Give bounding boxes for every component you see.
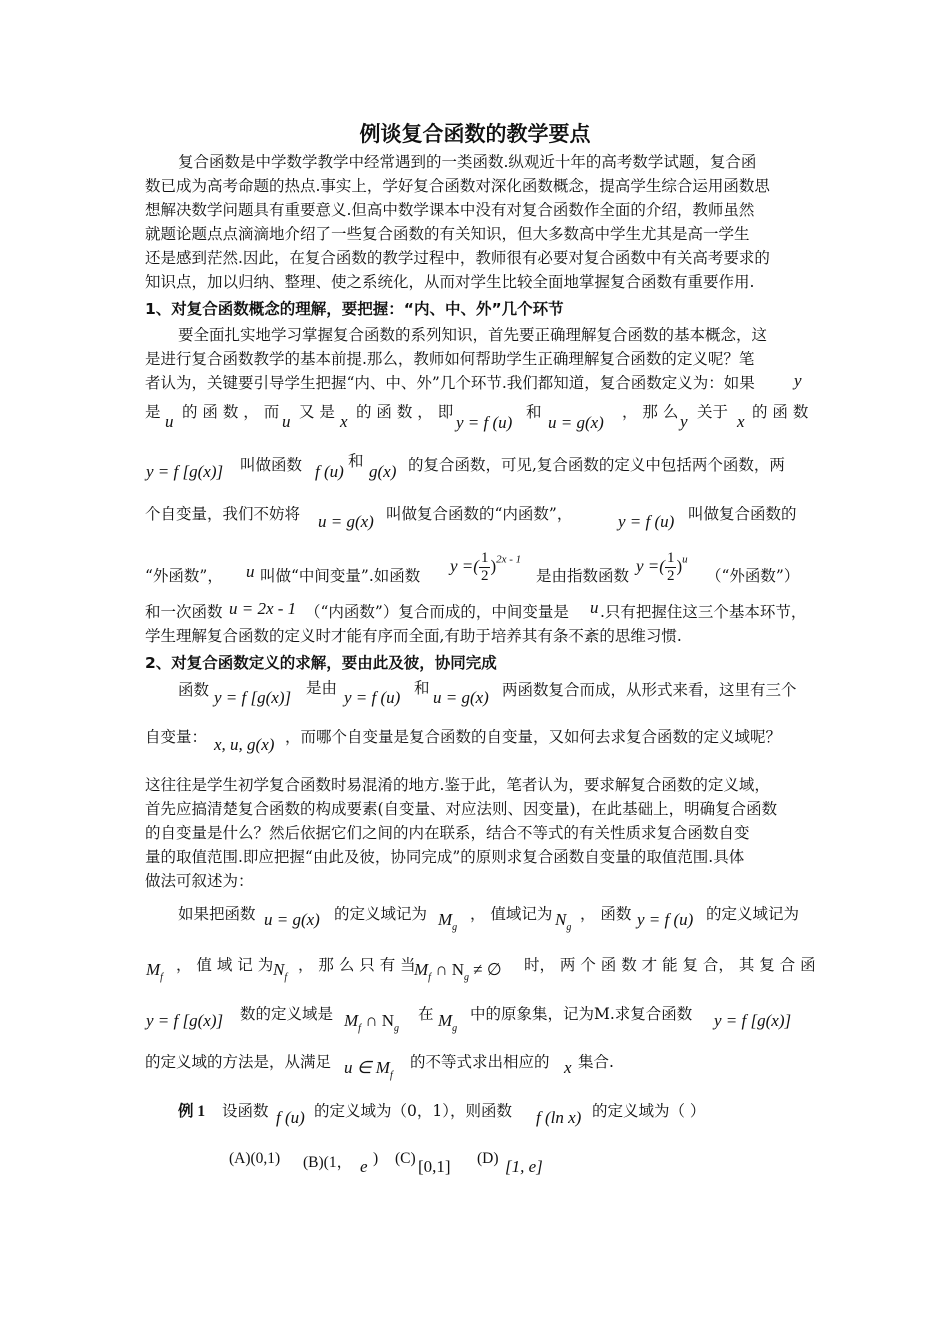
intro-line-2: 数已成为高考命题的热点.事实上，学好复合函数对深化函数概念，提高学生综合运用函数思 — [145, 177, 770, 195]
s2-line-3: 的自变量是什么？然后依据它们之间的内在联系，结合不等式的有关性质求复合函数自变 — [145, 824, 750, 842]
s1-row8-t3: .只有把握住这三个基本环节， — [600, 603, 807, 621]
s2-line-5: 做法可叙述为： — [145, 872, 254, 890]
math-Mg: $M_g$ — [438, 1011, 458, 1034]
option-c: (C) — [395, 1150, 416, 1167]
math-outer-function: y =( $\frac{1}{2}$ )$^u$ — [636, 550, 688, 584]
math-u: u — [246, 562, 255, 581]
s2-rowB-t2: ， 那 么 只 有 当 — [298, 956, 416, 974]
example-label: 例 1 — [178, 1103, 206, 1120]
s1-row9: 学生理解复合函数的定义时才能有序而全面,有助于培养其有条不紊的思维习惯. — [145, 627, 682, 645]
s1-row7-t4: （“外函数”） — [706, 567, 800, 585]
math-y-eq-fu: y = f (u) — [618, 512, 675, 531]
math-u: u — [282, 412, 291, 431]
math-y-eq-fgx: y = f [g(x)] — [714, 1011, 792, 1030]
s2-row1-t1: 函数 — [178, 681, 210, 699]
math-y-eq-fu: y = f (u) — [637, 910, 694, 929]
math-x: x — [737, 412, 745, 431]
math-domain: $M_f$ ∩ $N_g$ — [344, 1011, 400, 1034]
math-x: x — [340, 412, 348, 431]
s2-rowD-t3: 集合. — [578, 1053, 614, 1071]
example-t1: 设函数 — [222, 1102, 269, 1120]
s2-rowB-t1: ， 值 域 记 为 — [176, 956, 274, 974]
math-u-eq-gx: u = g(x) — [264, 910, 320, 929]
s2-rowA-t5: 的定义域记为 — [706, 905, 800, 923]
s1-row4-t4: 的 函 数 ， 即 — [356, 403, 454, 421]
math-u: u — [590, 598, 599, 617]
s2-line-1: 这往往是学生初学复合函数时易混淆的地方.鉴于此，笔者认为，要求解复合函数的定义域， — [145, 776, 770, 794]
math-fu: f (u) — [315, 462, 344, 481]
math-y-eq-fu: y = f (u) — [344, 688, 401, 707]
option-b-close: ) — [373, 1150, 379, 1167]
s1-row4-t5: 和 — [526, 403, 542, 421]
s1-row6-t2: 叫做复合函数的“内函数”， — [386, 505, 573, 523]
section-1-line-2: 是进行复合函数教学的基本前提.那么，教师如何帮助学生正确理解复合函数的定义呢？笔 — [145, 350, 755, 368]
section-1-line-3: 者认为，关键要引导学生把握“内、中、外”几个环节.我们都知道，复合函数定义为：如果 — [145, 374, 755, 392]
math-u-eq-gx: u = g(x) — [318, 512, 374, 531]
s1-row4-t7: 关于 — [697, 403, 729, 421]
example-t3: 的定义域为（ ） — [592, 1102, 706, 1120]
s2-line-2: 首先应搞清楚复合函数的构成要素(自变量、对应法则、因变量)，在此基础上，明确复合函数 — [145, 800, 778, 818]
math-y: y — [680, 412, 688, 431]
s1-row7-t3: 是由指数函数 — [536, 567, 630, 585]
s2-rowD-t1: 的定义域的方法是，从满足 — [145, 1053, 332, 1071]
math-Nf: $N_f$ — [273, 960, 288, 983]
s1-row7-t2: 叫做“中间变量”.如函数 — [260, 567, 421, 585]
intro-line-4: 就题论题点点滴滴地介绍了一些复合函数的有关知识，但大多数高中学生尤其是高一学生 — [145, 225, 750, 243]
s1-row4-t1: 是 — [145, 403, 161, 421]
math-u-eq-gx: u = g(x) — [433, 688, 489, 707]
s1-row8-t2: （“内函数”）复合而成的，中间变量是 — [305, 603, 569, 621]
s1-row5-t1: 叫做函数 — [240, 456, 303, 474]
s1-row7-t1: “外函数”， — [145, 567, 223, 585]
math-y-eq-fgx: y = f [g(x)] — [146, 1011, 224, 1030]
s2-rowC-t1: 数的定义域是 — [240, 1005, 334, 1023]
option-b: (B)(1， — [303, 1154, 353, 1171]
math-exponential-function: y =( $\frac{1}{2}$ )$^{2x - 1}$ — [450, 550, 522, 584]
math-Ng: $N_g$ — [555, 910, 572, 933]
math-interval-c: [0,1] — [418, 1157, 451, 1176]
intro-line-5: 还是感到茫然.因此，在复合函数的教学过程中，教师很有必要对复合函数中有关高考要求的 — [145, 249, 770, 267]
math-Mg: $M_g$ — [438, 910, 458, 933]
section-1-line-1: 要全面扎实地学习掌握复合函数的系列知识，首先要正确理解复合函数的基本概念，这 — [178, 326, 768, 344]
math-u-in-Mf: u ∈ $M_f$ — [344, 1058, 393, 1081]
s2-line-4: 量的取值范围.即应把握“由此及彼，协同完成”的原则求复合函数自变量的取值范围.具体 — [145, 848, 745, 866]
s2-rowC-t2: 在 — [418, 1005, 434, 1023]
example-t2: 的定义域为（0，1），则函数 — [314, 1102, 512, 1120]
math-u-eq-gx: u = g(x) — [548, 413, 604, 432]
option-a: (A)(0,1) — [229, 1150, 281, 1167]
math-u-eq-2x1: u = 2x - 1 — [229, 599, 297, 618]
option-d: (D) — [477, 1150, 499, 1167]
intro-line-6: 知识点，加以归纳、整理、使之系统化，从而对学生比较全面地掌握复合函数有重要作用. — [145, 273, 755, 291]
section-1-heading: 1、对复合函数概念的理解，要把握：“内、中、外”几个环节 — [145, 300, 564, 318]
s2-rowC-t3: 中的原象集，记为M.求复合函数 — [470, 1005, 693, 1023]
s2-row2-t1: 自变量： — [145, 728, 208, 746]
s1-row6-t3: 叫做复合函数的 — [688, 505, 797, 523]
s2-rowB-t3: 时， 两 个 函 数 才 能 复 合， 其 复 合 函 — [524, 956, 816, 974]
s2-rowA-t2: 的定义域记为 — [334, 905, 428, 923]
s1-row4-t6: ， 那 么 — [622, 403, 679, 421]
math-x: x — [564, 1058, 572, 1077]
intro-line-3: 想解决数学问题具有重要意义.但高中数学课本中没有对复合函数作全面的介绍，教师虽然 — [145, 201, 755, 219]
s2-row2-t2: ，而哪个自变量是复合函数的自变量，又如何去求复合函数的定义域呢？ — [285, 728, 782, 746]
math-e: e — [360, 1157, 368, 1176]
math-y-eq-fgx: y = f [g(x)] — [146, 462, 224, 481]
s1-row4-t2: 的 函 数 ， 而 — [182, 403, 280, 421]
s1-row8-t1: 和一次函数 — [145, 603, 223, 621]
math-vars: x, u, g(x) — [214, 735, 275, 754]
math-y-eq-fu: y = f (u) — [456, 413, 513, 432]
s2-row1-t2: 是由 — [306, 679, 338, 697]
math-y-eq-fgx: y = f [g(x)] — [214, 688, 292, 707]
s2-rowA-t1: 如果把函数 — [178, 905, 256, 923]
s2-row1-t4: 两函数复合而成，从形式来看，这里有三个 — [502, 681, 797, 699]
s1-row6-t1: 个自变量，我们不妨将 — [145, 505, 301, 523]
page-title: 例谈复合函数的教学要点 — [359, 122, 591, 146]
s1-row5-t3: 的复合函数，可见,复合函数的定义中包括两个函数，两 — [408, 456, 785, 474]
math-interval-d: [1, e] — [505, 1157, 543, 1176]
math-fu: f (u) — [276, 1108, 305, 1127]
s2-rowA-t4: ， 函数 — [580, 905, 632, 923]
section-2-heading: 2、对复合函数定义的求解，要由此及彼，协同完成 — [145, 654, 497, 672]
s1-row4-t8: 的 函 数 — [752, 403, 809, 421]
s1-row4-t3: 又 是 — [299, 403, 335, 421]
intro-line-1: 复合函数是中学数学教学中经常遇到的一类函数.纵观近十年的高考数学试题，复合函 — [178, 153, 757, 171]
math-f-ln-x: f (ln x) — [536, 1108, 582, 1127]
math-Mf: $M_f$ — [146, 960, 163, 983]
math-intersection-condition: $M_f$ ∩ $N_g$ ≠ ∅ — [414, 960, 502, 983]
s1-row5-t2: 和 — [348, 452, 364, 470]
s2-rowA-t3: ， 值域记为 — [470, 905, 553, 923]
math-u: u — [165, 412, 174, 431]
s2-rowD-t2: 的不等式求出相应的 — [410, 1053, 550, 1071]
s2-row1-t3: 和 — [414, 679, 430, 697]
math-y: y — [794, 371, 802, 390]
math-gx: g(x) — [369, 462, 397, 481]
